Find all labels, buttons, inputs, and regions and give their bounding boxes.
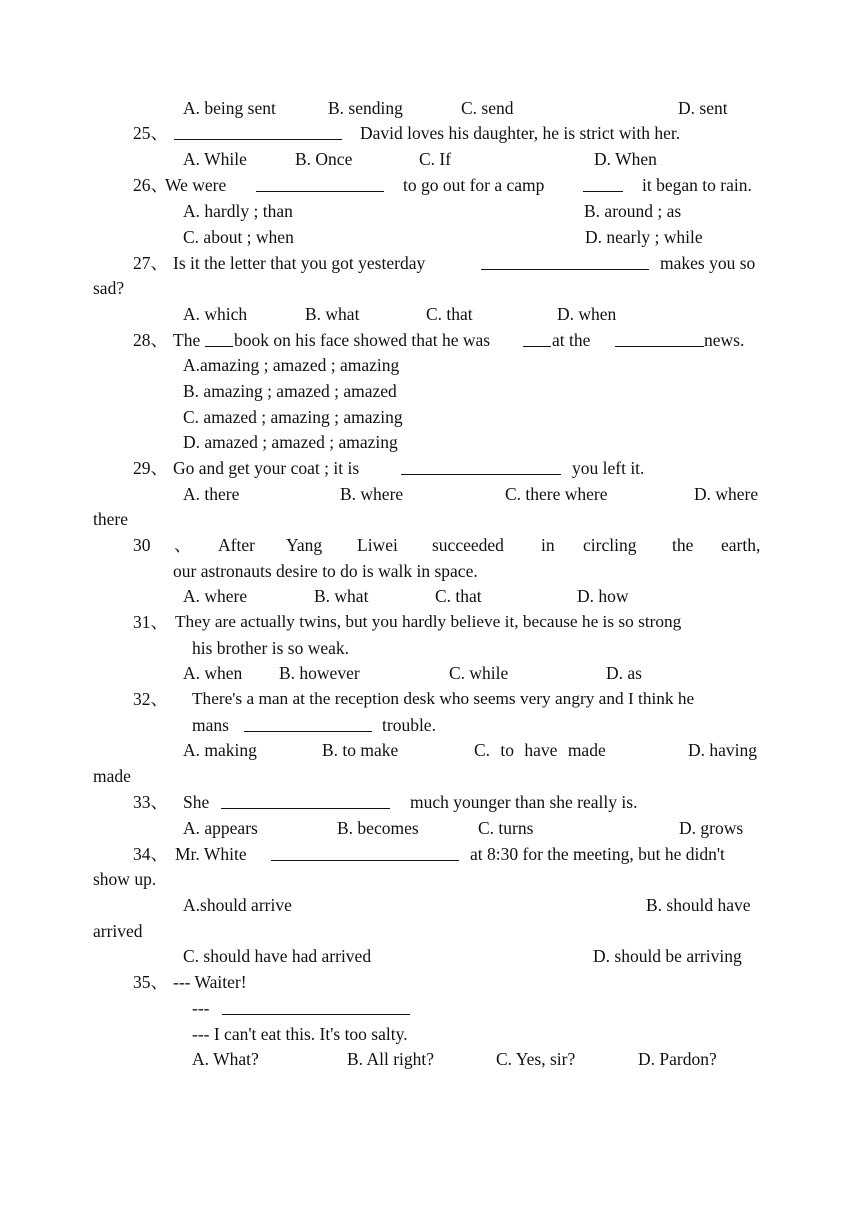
q30-word: After — [218, 535, 255, 555]
q29-option-b: B. where — [340, 484, 404, 504]
q31-option-a: A. when — [183, 663, 243, 683]
q26-stem-part1: We were — [165, 175, 227, 195]
q28-option-a: A.amazing ; amazed ; amazing — [183, 355, 400, 375]
q34-number: 34、 — [133, 844, 168, 864]
q30-word: in — [541, 535, 555, 555]
q29-option-c: C. there where — [505, 484, 608, 504]
q27-option-a: A. which — [183, 304, 248, 324]
q30-word: Yang — [286, 535, 323, 555]
q33-stem-part2: much younger than she really is. — [410, 792, 638, 812]
q35-blank — [222, 999, 410, 1015]
q32-stem: There's a man at the reception desk who seems very angry and I think he — [192, 689, 695, 708]
q31-number: 31、 — [133, 612, 168, 632]
q27-stem-part2: makes you so — [660, 253, 756, 273]
q30-word: the — [672, 535, 694, 555]
q24-option-b: B. sending — [328, 98, 403, 118]
q30-number: 30 — [133, 535, 151, 555]
q27-stem-part1: Is it the letter that you got yesterday — [173, 253, 426, 273]
q28-stem-part4: news. — [704, 330, 745, 350]
q24-option-c: C. send — [461, 98, 514, 118]
q28-option-b: B. amazing ; amazed ; amazed — [183, 381, 397, 401]
q31-stem-line2: his brother is so weak. — [192, 638, 349, 658]
q29-option-d-continuation: there — [93, 509, 128, 529]
q27-option-c: C. that — [426, 304, 473, 324]
q33-stem-part1: She — [183, 792, 210, 812]
q30-stem-line2: our astronauts desire to do is walk in space. — [173, 561, 478, 581]
q25-option-b: B. Once — [295, 149, 353, 169]
q30-word: succeeded — [432, 535, 504, 555]
q26-stem-part3: it began to rain. — [642, 175, 752, 195]
q26-number: 26、 — [133, 175, 168, 195]
q34-option-d: D. should be arriving — [593, 946, 742, 966]
q33-option-a: A. appears — [183, 818, 258, 838]
q34-option-b-continuation: arrived — [93, 921, 143, 941]
q34-stem-part2: at 8:30 for the meeting, but he didn't — [470, 844, 725, 864]
q30-option-c: C. that — [435, 586, 482, 606]
q28-blank-3 — [615, 331, 704, 347]
q27-number: 27、 — [133, 253, 168, 273]
q34-stem-part1: Mr. White — [175, 844, 247, 864]
q33-option-b: B. becomes — [337, 818, 419, 838]
q25-stem: David loves his daughter, he is strict with her. — [360, 123, 681, 143]
q26-option-d: D. nearly ; while — [585, 227, 703, 247]
q28-option-d: D. amazed ; amazed ; amazing — [183, 432, 398, 452]
q25-option-c: C. If — [419, 149, 452, 169]
q28-stem-part1: The — [173, 330, 201, 350]
q34-blank — [271, 845, 459, 861]
q31-stem: They are actually twins, but you hardly believe it, because he is so strong — [175, 612, 682, 631]
q35-dialogue-line3: --- I can't eat this. It's too salty. — [192, 1024, 408, 1044]
q32-option-c: C. to have made — [474, 740, 606, 760]
q30-separator: 、 — [174, 535, 192, 555]
q30-option-d: D. how — [577, 586, 629, 606]
q28-blank-1 — [205, 331, 233, 347]
q28-stem-part3: at the — [552, 330, 591, 350]
q33-option-d: D. grows — [679, 818, 744, 838]
q33-option-c: C. turns — [478, 818, 534, 838]
q29-option-d: D. where — [694, 484, 759, 504]
q29-stem-part1: Go and get your coat ; it is — [173, 458, 360, 478]
q32-stem-part2: trouble. — [382, 715, 436, 735]
q29-blank — [401, 459, 561, 475]
q26-option-c: C. about ; when — [183, 227, 294, 247]
q32-stem-part1: mans — [192, 715, 229, 735]
q29-stem-part2: you left it. — [572, 458, 645, 478]
q32-option-a: A. making — [183, 740, 257, 760]
q30-option-b: B. what — [314, 586, 369, 606]
q27-option-d: D. when — [557, 304, 617, 324]
q25-blank — [174, 124, 342, 140]
q30-word: earth, — [721, 535, 761, 555]
q26-option-b: B. around ; as — [584, 201, 682, 221]
q24-option-a: A. being sent — [183, 98, 276, 118]
q33-number: 33、 — [133, 792, 168, 812]
q26-blank-1 — [256, 176, 384, 192]
q27-stem-continuation: sad? — [93, 278, 125, 298]
q32-option-d-continuation: made — [93, 766, 131, 786]
q35-dialogue-dash: --- — [192, 998, 210, 1018]
q30-word: Liwei — [357, 535, 398, 555]
q32-blank — [244, 716, 372, 732]
q26-stem-part2: to go out for a camp — [403, 175, 545, 195]
q35-dialogue-line1: --- Waiter! — [173, 972, 247, 992]
q25-option-a: A. While — [183, 149, 247, 169]
q29-option-a: A. there — [183, 484, 240, 504]
q24-option-d: D. sent — [678, 98, 728, 118]
q33-blank — [221, 793, 390, 809]
q32-option-b: B. to make — [322, 740, 399, 760]
q35-option-b: B. All right? — [347, 1049, 435, 1069]
q34-option-b: B. should have — [646, 895, 751, 915]
q25-option-d: D. When — [594, 149, 657, 169]
q31-option-d: D. as — [606, 663, 642, 683]
q30-option-a: A. where — [183, 586, 248, 606]
q31-option-b: B. however — [279, 663, 360, 683]
q25-number: 25、 — [133, 123, 168, 143]
q31-option-c: C. while — [449, 663, 509, 683]
q35-option-a: A. What? — [192, 1049, 259, 1069]
q28-number: 28、 — [133, 330, 168, 350]
q29-number: 29、 — [133, 458, 168, 478]
q27-blank — [481, 254, 649, 270]
q35-option-d: D. Pardon? — [638, 1049, 717, 1069]
q32-number: 32、 — [133, 689, 168, 709]
q28-blank-2 — [523, 331, 551, 347]
q35-number: 35、 — [133, 972, 168, 992]
q34-option-a: A.should arrive — [183, 895, 292, 915]
q28-stem-part2: book on his face showed that he was — [234, 330, 491, 350]
q32-option-d: D. having — [688, 740, 758, 760]
q30-word: circling — [583, 535, 637, 555]
q34-option-c: C. should have had arrived — [183, 946, 372, 966]
q34-stem-continuation: show up. — [93, 869, 157, 889]
q26-option-a: A. hardly ; than — [183, 201, 293, 221]
q28-option-c: C. amazed ; amazing ; amazing — [183, 407, 403, 427]
q26-blank-2 — [583, 176, 623, 192]
q35-option-c: C. Yes, sir? — [496, 1049, 576, 1069]
q27-option-b: B. what — [305, 304, 360, 324]
